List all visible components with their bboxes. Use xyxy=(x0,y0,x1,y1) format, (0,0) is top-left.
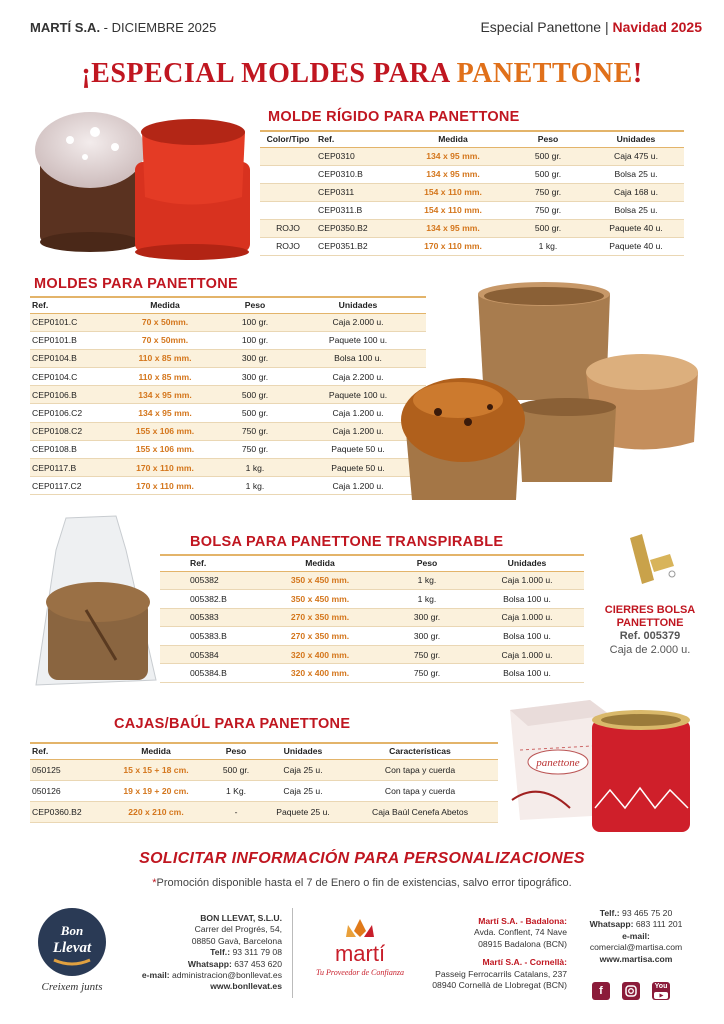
table-cell: Paquete 50 u. xyxy=(290,440,426,458)
table-cell: CEP0101.B xyxy=(30,331,110,349)
table-cell: 134 x 95 mm. xyxy=(110,386,220,404)
table-cell: CEP0101.C xyxy=(30,313,110,331)
table-cell: 155 x 106 mm. xyxy=(110,422,220,440)
table-cell: CEP0104.B xyxy=(30,349,110,367)
table-cell: Paquete 40 u. xyxy=(588,237,684,255)
table-row xyxy=(160,590,584,609)
bon-logo-word2: Llevat xyxy=(52,940,92,956)
table-cell: 005384.B xyxy=(160,664,256,683)
table-cell: 170 x 110 mm. xyxy=(110,459,220,477)
bon-email-label: e-mail: xyxy=(141,970,170,981)
cornella-addr1: Passeig Ferrocarrils Catalans, 237 xyxy=(435,968,567,979)
table-cell: 320 x 400 mm. xyxy=(256,664,384,683)
table-cell: CEP0108.C2 xyxy=(30,422,110,440)
table-cell: 350 x 450 mm. xyxy=(256,590,384,609)
table-cell: Caja 25 u. xyxy=(264,780,342,801)
header-special xyxy=(480,19,702,35)
table-cell: 750 gr. xyxy=(508,183,588,201)
table-row xyxy=(260,201,684,219)
table-cell: 100 gr. xyxy=(220,313,290,331)
table-cell: 500 gr. xyxy=(508,165,588,183)
col-header: Ref. xyxy=(160,555,256,571)
closure-title1: CIERRES BOLSA xyxy=(604,604,696,616)
table-cell: Caja 1.000 u. xyxy=(470,608,584,627)
table-cell: 005383.B xyxy=(160,627,256,646)
bon-tel: 93 311 79 08 xyxy=(230,947,282,958)
table-row xyxy=(30,801,498,822)
promo-note xyxy=(0,877,724,889)
table-cell: Caja 475 u. xyxy=(588,147,684,165)
table-cell: Caja 1.200 u. xyxy=(290,422,426,440)
table-cell: 270 x 350 mm. xyxy=(256,627,384,646)
company-name: MARTÍ S.A. xyxy=(30,20,101,35)
table-row xyxy=(30,440,426,458)
table-cell: Caja 2.000 u. xyxy=(290,313,426,331)
col-header: Color/Tipo xyxy=(260,131,316,147)
table-row xyxy=(30,349,426,367)
table-cell: 005382.B xyxy=(160,590,256,609)
rigid-section-title: MOLDE RÍGIDO PARA PANETTONE xyxy=(268,109,520,125)
closure-box: Caja de 2.000 u. xyxy=(609,644,691,656)
table-cell: CEP0310 xyxy=(316,147,398,165)
table-cell: Caja 25 u. xyxy=(264,759,342,780)
table-cell: 134 x 95 mm. xyxy=(398,165,508,183)
table-cell: CEP0108.B xyxy=(30,440,110,458)
table-cell: - xyxy=(208,801,264,822)
table-cell: 1 kg. xyxy=(220,477,290,495)
bon-slogan: Creixem junts xyxy=(41,981,103,993)
marti-addresses xyxy=(412,916,567,991)
table-cell: Con tapa y cuerda xyxy=(342,780,498,801)
table-cell: 70 x 50mm. xyxy=(110,331,220,349)
christmas-label: Navidad 2025 xyxy=(612,19,702,35)
table-row xyxy=(30,477,426,495)
marti-wa: 683 111 201 xyxy=(633,919,683,930)
table-cell: CEP0106.C2 xyxy=(30,404,110,422)
table-row xyxy=(30,459,426,477)
table-cell: 050126 xyxy=(30,780,104,801)
table-row xyxy=(160,627,584,646)
cornella-title: Martí S.A. - Cornellà: xyxy=(482,957,567,968)
table-cell: Bolsa 100 u. xyxy=(290,349,426,367)
table-cell: 100 gr. xyxy=(220,331,290,349)
table-cell: 170 x 110 mm. xyxy=(110,477,220,495)
table-cell: 005383 xyxy=(160,608,256,627)
bon-addr2: 08850 Gavà, Barcelona xyxy=(191,935,282,946)
bolsa-section-title: BOLSA PARA PANETTONE TRANSPIRABLE xyxy=(190,534,504,550)
table-cell: Bolsa 25 u. xyxy=(588,201,684,219)
badalona-addr1: Avda. Conflent, 74 Nave xyxy=(474,927,567,938)
col-header: Peso xyxy=(384,555,470,571)
table-cell: 270 x 350 mm. xyxy=(256,608,384,627)
table-row xyxy=(30,780,498,801)
promo-asterisk: * xyxy=(152,877,157,889)
bon-logo-word1: Bon xyxy=(60,923,84,938)
table-cell: Con tapa y cuerda xyxy=(342,759,498,780)
title-part2: PANETTONE xyxy=(456,58,633,89)
cornella-addr2: 08940 Cornellà de Llobregat (BCN) xyxy=(432,980,567,991)
col-header: Peso xyxy=(208,743,264,759)
table-cell: Bolsa 100 u. xyxy=(470,664,584,683)
table-cell: 155 x 106 mm. xyxy=(110,440,220,458)
table-cell: Bolsa 25 u. xyxy=(588,165,684,183)
col-header: Medida xyxy=(256,555,384,571)
header-date: - DICIEMBRE 2025 xyxy=(100,20,217,35)
table-cell: CEP0311.B xyxy=(316,201,398,219)
bon-wa: 637 453 620 xyxy=(231,958,282,969)
table-cell: CEP0117.B xyxy=(30,459,110,477)
table-cell: 320 x 400 mm. xyxy=(256,645,384,664)
table-row xyxy=(30,386,426,404)
table-cell: 110 x 85 mm. xyxy=(110,368,220,386)
table-row xyxy=(260,147,684,165)
table-cell: ROJO xyxy=(260,237,316,255)
table-row xyxy=(160,664,584,683)
table-row xyxy=(30,422,426,440)
badalona-addr2: 08915 Badalona (BCN) xyxy=(478,938,567,949)
bon-web-link[interactable]: www.bonllevat.es xyxy=(210,981,282,992)
bon-wa-label: Whatsapp: xyxy=(187,958,232,969)
rigid-mold-image xyxy=(30,102,260,262)
moldes-section-title: MOLDES PARA PANETTONE xyxy=(34,276,238,292)
header-company xyxy=(30,20,216,35)
table-cell: Paquete 100 u. xyxy=(290,331,426,349)
bon-addr1: Carrer del Progrés, 54, xyxy=(194,924,282,935)
bag-image xyxy=(26,510,166,700)
marti-logo-text: martí xyxy=(334,941,386,966)
table-cell: 1 Kg. xyxy=(208,780,264,801)
col-header: Unidades xyxy=(264,743,342,759)
table-row xyxy=(160,645,584,664)
title-part1: ¡ESPECIAL MOLDES PARA xyxy=(81,58,457,89)
title-part3: ! xyxy=(632,58,643,89)
col-header: Peso xyxy=(220,297,290,313)
bon-email-link[interactable]: administracion@bonllevat.es xyxy=(169,970,282,981)
badalona-title: Martí S.A. - Badalona: xyxy=(478,916,567,926)
table-cell: Caja 2.200 u. xyxy=(290,368,426,386)
table-cell: 050125 xyxy=(30,759,104,780)
table-cell: Bolsa 100 u. xyxy=(470,590,584,609)
table-cell xyxy=(260,183,316,201)
marti-logo xyxy=(312,915,408,983)
marti-tel-label: Telf.: xyxy=(599,908,620,918)
table-cell: CEP0106.B xyxy=(30,386,110,404)
table-cell: 15 x 15 + 18 cm. xyxy=(104,759,208,780)
table-row xyxy=(30,368,426,386)
table-cell: 154 x 110 mm. xyxy=(398,183,508,201)
bon-name: BON LLEVAT, S.L.U. xyxy=(200,913,282,923)
table-cell: 220 x 210 cm. xyxy=(104,801,208,822)
table-cell: Paquete 25 u. xyxy=(264,801,342,822)
table-cell: CEP0117.C2 xyxy=(30,477,110,495)
request-info-banner: SOLICITAR INFORMACIÓN PARA PERSONALIZACIONES xyxy=(139,850,585,867)
cajas-table xyxy=(30,742,498,823)
col-header: Ref. xyxy=(30,743,104,759)
bon-llevat-contact xyxy=(122,913,282,993)
marti-tel: 93 465 75 20 xyxy=(619,908,673,918)
table-cell: 300 gr. xyxy=(220,368,290,386)
table-cell: 500 gr. xyxy=(208,759,264,780)
col-header: Ref. xyxy=(316,131,398,147)
marti-web-link[interactable]: www.martisa.com xyxy=(599,953,673,964)
table-cell: 750 gr. xyxy=(508,201,588,219)
col-header: Peso xyxy=(508,131,588,147)
rigid-table xyxy=(260,130,684,256)
col-header: Unidades xyxy=(290,297,426,313)
col-header: Medida xyxy=(398,131,508,147)
table-cell: 19 x 19 + 20 cm. xyxy=(104,780,208,801)
table-cell: Caja 1.000 u. xyxy=(470,571,584,590)
table-cell: 170 x 110 mm. xyxy=(398,237,508,255)
table-cell: 005382 xyxy=(160,571,256,590)
table-cell xyxy=(260,201,316,219)
table-cell: Caja 168 u. xyxy=(588,183,684,201)
table-row xyxy=(160,571,584,590)
table-cell: CEP0311 xyxy=(316,183,398,201)
table-cell: 134 x 95 mm. xyxy=(110,404,220,422)
table-cell: 134 x 95 mm. xyxy=(398,147,508,165)
table-cell: ROJO xyxy=(260,219,316,237)
closure-info xyxy=(590,604,710,657)
col-header: Características xyxy=(342,743,498,759)
table-cell: Caja Baúl Cenefa Abetos xyxy=(342,801,498,822)
table-cell: 750 gr. xyxy=(220,440,290,458)
col-header: Medida xyxy=(110,297,220,313)
cajas-section-title: CAJAS/BAÚL PARA PANETTONE xyxy=(114,716,351,732)
marti-wa-label: Whatsapp: xyxy=(589,919,634,930)
youtube-label: You xyxy=(654,983,668,990)
table-cell: 70 x 50mm. xyxy=(110,313,220,331)
moldes-table xyxy=(30,296,426,495)
table-cell: 110 x 85 mm. xyxy=(110,349,220,367)
table-cell: 300 gr. xyxy=(384,627,470,646)
table-cell: Paquete 50 u. xyxy=(290,459,426,477)
table-row xyxy=(30,404,426,422)
table-cell: Caja 1.200 u. xyxy=(290,404,426,422)
bon-llevat-logo xyxy=(18,902,126,1022)
closure-ref: Ref. 005379 xyxy=(619,630,681,642)
table-cell: 005384 xyxy=(160,645,256,664)
table-cell xyxy=(260,165,316,183)
promo-text: Promoción disponible hasta el 7 de Enero o fin de existencias, salvo error tipográfico. xyxy=(156,877,572,889)
closure-title2: PANETTONE xyxy=(616,617,684,629)
table-cell: CEP0351.B2 xyxy=(316,237,398,255)
table-row xyxy=(260,219,684,237)
table-cell: 300 gr. xyxy=(220,349,290,367)
table-row xyxy=(30,313,426,331)
table-cell: 500 gr. xyxy=(220,404,290,422)
bon-tel-label: Telf.: xyxy=(210,947,231,958)
facebook-icon[interactable]: f xyxy=(592,982,610,1000)
table-cell: 1 kg. xyxy=(384,571,470,590)
page-title xyxy=(0,58,724,90)
table-cell: CEP0360.B2 xyxy=(30,801,104,822)
col-header: Unidades xyxy=(588,131,684,147)
table-cell: Bolsa 100 u. xyxy=(470,627,584,646)
table-row xyxy=(260,237,684,255)
special-label: Especial Panettone | xyxy=(480,19,609,35)
table-row xyxy=(30,759,498,780)
table-cell: 350 x 450 mm. xyxy=(256,571,384,590)
col-header: Unidades xyxy=(470,555,584,571)
table-cell: 1 kg. xyxy=(508,237,588,255)
table-cell: CEP0310.B xyxy=(316,165,398,183)
paper-molds-image xyxy=(398,282,710,504)
marti-email-link[interactable]: comercial@martisa.com xyxy=(589,942,683,953)
marti-email-label: e-mail: xyxy=(622,930,650,941)
footer-divider xyxy=(292,908,293,998)
marti-contact xyxy=(572,908,700,965)
table-row xyxy=(260,183,684,201)
table-cell: 750 gr. xyxy=(220,422,290,440)
youtube-icon[interactable] xyxy=(652,982,670,1000)
table-cell: Paquete 40 u. xyxy=(588,219,684,237)
table-cell: CEP0104.C xyxy=(30,368,110,386)
bag-closure-image xyxy=(620,530,682,590)
table-row xyxy=(160,608,584,627)
col-header: Ref. xyxy=(30,297,110,313)
table-cell: 500 gr. xyxy=(508,219,588,237)
table-row xyxy=(260,165,684,183)
boxes-image xyxy=(500,690,710,840)
table-cell: 500 gr. xyxy=(220,386,290,404)
table-row xyxy=(30,331,426,349)
marti-slogan: Tu Proveedor de Confianza xyxy=(316,968,404,977)
table-cell: 300 gr. xyxy=(384,608,470,627)
table-cell: Caja 1.200 u. xyxy=(290,477,426,495)
bolsa-table xyxy=(160,554,584,683)
box-label: panettone xyxy=(536,757,580,769)
table-cell: 750 gr. xyxy=(384,645,470,664)
table-cell: 154 x 110 mm. xyxy=(398,201,508,219)
table-cell: Paquete 100 u. xyxy=(290,386,426,404)
table-cell: CEP0350.B2 xyxy=(316,219,398,237)
instagram-icon[interactable] xyxy=(622,982,640,1000)
table-cell: 1 kg. xyxy=(220,459,290,477)
table-cell: 134 x 95 mm. xyxy=(398,219,508,237)
table-cell: 750 gr. xyxy=(384,664,470,683)
table-cell: Caja 1.000 u. xyxy=(470,645,584,664)
col-header: Medida xyxy=(104,743,208,759)
table-cell: 1 kg. xyxy=(384,590,470,609)
table-cell xyxy=(260,147,316,165)
table-cell: 500 gr. xyxy=(508,147,588,165)
